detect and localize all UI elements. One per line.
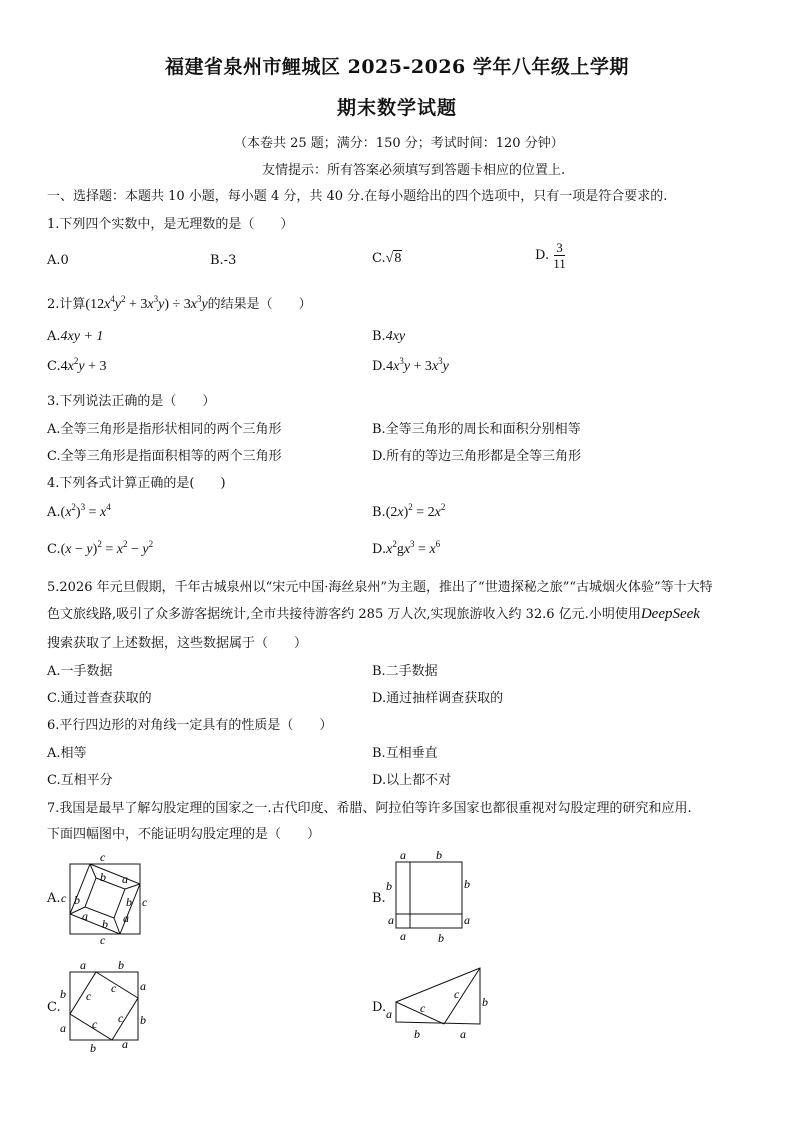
q3-option-d: D.所有的等边三角形都是全等三角形	[372, 449, 582, 464]
fig-d-label-b-right: b	[482, 995, 488, 1009]
q3-option-a: A.全等三角形是指形状相同的两个三角形	[47, 422, 282, 437]
fig-a-inner-square	[85, 878, 125, 918]
fig-a-label-b-left: b	[74, 893, 80, 907]
fig-a-label-a-left: a	[82, 909, 88, 923]
fig-d-label-c-2: c	[454, 987, 460, 1001]
q7-line-2: 下面四幅图中，不能证明勾股定理的是（ ）	[47, 827, 321, 842]
fig-c-label-a-right: a	[140, 979, 146, 993]
exam-info: （本卷共 25 题；满分：150 分；考试时间：120 分钟）	[234, 136, 564, 151]
fig-c-label-c-1: c	[86, 989, 92, 1003]
fig-a-label-c-right: c	[142, 895, 148, 909]
q6-option-d: D.以上都不对	[372, 773, 452, 788]
fig-a-label-b-bottom: b	[102, 917, 108, 931]
q5-option-d: D.通过抽样调查获取的	[372, 691, 504, 706]
q2-option-c: $C.4x^2y + 3$	[47, 356, 107, 374]
q4-option-b: $B.(2x)^2 = 2x^2$	[372, 502, 446, 520]
q6-option-c: C.互相平分	[47, 773, 113, 788]
fig-c-label-c-4: c	[118, 1011, 124, 1025]
fig-d-trapezoid	[396, 968, 480, 1024]
fig-c-label: C.	[47, 1000, 61, 1015]
fig-a-label-b-right: b	[126, 895, 132, 909]
q1-option-c: C.√8	[372, 251, 402, 266]
fig-c-tilted-square	[70, 972, 138, 1040]
q5-option-a: A.一手数据	[47, 664, 113, 679]
q6-option-b: B.互相垂直	[372, 746, 438, 761]
q5-line-2: 色文旅线路,吸引了众多游客据统计,全市共接待游客约 285 万人次,实现旅游收入约 32.6 亿元.小明使用DeepSeek	[47, 606, 700, 622]
fig-b-label-a-right: a	[464, 913, 470, 927]
fig-c-label-a-top: a	[80, 958, 86, 972]
fig-c-label-b-bottom: b	[90, 1041, 96, 1055]
fig-c-label-b-left: b	[60, 987, 66, 1001]
q3-stem: 3.下列说法正确的是（ ）	[47, 394, 216, 409]
q4-stem: 4.下列各式计算正确的是( )	[47, 476, 226, 491]
fig-b-label-b-top: b	[436, 848, 442, 862]
fig-b-label-a-bottom: a	[400, 929, 406, 943]
q1-option-a: A.0	[47, 253, 69, 268]
title-line-1: 福建省泉州市鲤城区 2025-2026 学年八年级上学期	[165, 56, 629, 78]
fig-c-label-c-3: c	[92, 1017, 98, 1031]
q6-option-a: A.相等	[47, 746, 87, 761]
fig-a-label-c-left: c	[61, 891, 67, 905]
fig-c-label-b-right: b	[140, 1013, 146, 1027]
fig-b-label-a-left: a	[388, 913, 394, 927]
fraction: $\frac{3}{11}$	[553, 240, 566, 271]
fig-d-label-a-bottom: a	[460, 1027, 466, 1041]
fig-b-label-b-right: b	[464, 877, 470, 891]
q2-option-b: B.4xy	[372, 329, 406, 344]
sqrt-symbol: √8	[385, 251, 402, 266]
friendly-tip: 友情提示：所有答案必须填写到答题卡相应的位置上.	[262, 163, 566, 178]
q5-line-3: 搜索获取了上述数据，这些数据属于（ ）	[47, 636, 308, 651]
fig-d-label-b-bottom: b	[414, 1027, 420, 1041]
fig-a-label: A.	[47, 891, 61, 906]
fig-a-label-b: b	[100, 870, 106, 884]
q2-option-a: A.4xy + 1	[47, 329, 104, 344]
title-line-2: 期末数学试题	[337, 97, 458, 119]
q5-option-c: C.通过普查获取的	[47, 691, 152, 706]
q1-option-b: B.-3	[210, 253, 237, 268]
q2-expression: $(12x^4y^2 + 3x^3y) \div 3x^3y$	[85, 294, 208, 312]
q4-option-c: $C.(x - y)^2 = x^2 - y^2$	[47, 539, 154, 557]
fig-d-label: D.	[372, 1000, 387, 1015]
fig-d-label-c-1: c	[420, 1001, 426, 1015]
q5-line-1: 5.2026 年元旦假期，千年古城泉州以“宋元中国·海丝泉州”为主题，推出了“世遗探秘之旅”“古城烟火体验”等十大特	[47, 580, 713, 595]
figure-d	[384, 960, 494, 1044]
q1-stem: 1.下列四个实数中，是无理数的是（ ）	[47, 217, 294, 232]
fig-a-label-a: a	[122, 872, 128, 886]
fig-c-label-a-bottom: a	[122, 1037, 128, 1051]
fig-c-label-c-2: c	[111, 981, 117, 995]
q5-option-b: B.二手数据	[372, 664, 438, 679]
figure-a	[58, 850, 158, 946]
figure-b	[380, 848, 480, 946]
fig-a-label-c-bottom: c	[100, 933, 106, 946]
q4-option-d: $D.x^2gx^3 = x^6$	[372, 539, 441, 557]
q2-option-d: $D.4x^3y + 3x^3y$	[372, 356, 449, 374]
q4-option-a: $A.(x^2)^3 = x^4$	[47, 502, 111, 520]
q7-line-1: 7.我国是最早了解勾股定理的国家之一.古代印度、希腊、阿拉伯等许多国家也都很重视对勾股定理的研究和应用.	[47, 801, 692, 816]
fig-a-label-c-top: c	[100, 850, 106, 864]
fig-b-label-b-bottom: b	[438, 931, 444, 945]
fig-a-label-a-right: a	[123, 911, 129, 925]
fig-b-label: B.	[372, 891, 386, 906]
figure-c	[56, 956, 156, 1056]
fig-b-label-a-top: a	[400, 848, 406, 862]
fig-c-label-b-top: b	[118, 958, 124, 972]
fig-b-label-b-left: b	[386, 879, 392, 893]
fig-c-outer-square	[70, 972, 138, 1040]
q3-option-b: B.全等三角形的周长和面积分别相等	[372, 422, 581, 437]
q1-option-d: D. $\frac{3}{11}$	[535, 240, 566, 271]
q2-stem: 2.计算$(12x^4y^2 + 3x^3y) \div 3x^3y$的结果是（ ）	[47, 294, 312, 312]
fig-d-label-a-left: a	[386, 1007, 392, 1021]
fig-c-label-a-left: a	[60, 1021, 66, 1035]
q6-stem: 6.平行四边形的对角线一定具有的性质是（ ）	[47, 718, 333, 733]
section-heading: 一、选择题：本题共 10 小题，每小题 4 分，共 40 分.在每小题给出的四个选项中，只有一项是符合要求的.	[47, 189, 668, 204]
fig-b-square	[396, 862, 462, 928]
q3-option-c: C.全等三角形是指面积相等的两个三角形	[47, 449, 282, 464]
